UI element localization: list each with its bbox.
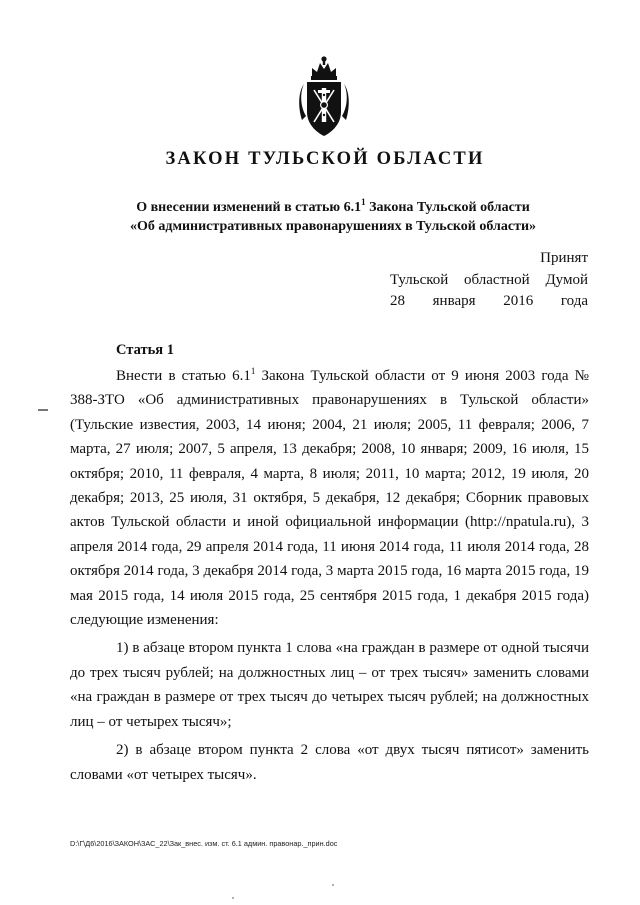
tula-coat-of-arms-icon — [298, 54, 350, 140]
adopted-by: Тульской областной Думой — [390, 272, 588, 288]
footer-file-path: D:\Г\Д6\2016\ЗАКОН\ЗАС_22\Зак_внес. изм. ст. 6.1 админ. правонар._прин.doc — [70, 839, 338, 848]
article-item-2: 2) в абзаце втором пункта 2 слова «от двух тысяч пятисот» заменить словами «от четырех тысяч». — [70, 742, 589, 783]
law-subject-line-2: «Об административных правонарушениях в Тульской области» — [129, 219, 537, 234]
article-intro-paragraph: Внести в статью $6.1^1$ Закона Тульской области от 9 июня 2003 года № 388-ЗТО «Об административных правонарушениях в Тульской области» (Тульские известия, 2003, 14 июня; 2004, 21 июля; 2005, 11 февраля; 2006, 7 марта, 27 июля; 2007, 5 апреля, 13 декабря; 2008, 10 января; 2009, 16 июля, 15 октября; 2010, 11 февраля, 4 марта, 8 июля; 2011, 10 марта; 2012, 19 июля, 20 декабря; 2013, 25 июля, 31 октября, 5 декабря, 12 декабря; Сборник правовых актов Тульской области и иной официальной информации (http://npatula.ru), 3 апреля 2014 года, 29 апреля 2014 года, 11 июня 2014 года, 11 июля 2014 года, 28 октября 2014 года, 3 декабря 2014 года, 3 марта 2015 года, 16 марта 2015 года, 19 мая 2015 года, 14 июля 2015 года, 25 сентября 2015 года, 1 декабря 2015 года) следующие изменения: — [70, 366, 589, 629]
adopted-date: 28 января 2016 года — [390, 293, 588, 309]
article-body — [70, 364, 589, 787]
adopted-label: Принят — [540, 250, 588, 266]
margin-mark — [38, 409, 48, 411]
scan-dot — [332, 884, 334, 886]
law-subject — [0, 198, 640, 236]
scan-dot — [232, 897, 234, 899]
article-item-1: 1) в абзаце втором пункта 1 слова «на граждан в размере от одной тысячи до трех тысяч рублей; на должностных лиц – от трех тысяч» заменить словами «на граждан в размере от трех тысяч до четырех тысяч рублей; на должностных лиц – от четырех тысяч»; — [70, 640, 589, 730]
law-subject-line-1: О внесении изменений в статью $6.1^1$ Закона Тульской области — [136, 197, 530, 215]
law-title: ЗАКОН ТУЛЬСКОЙ ОБЛАСТИ — [165, 149, 485, 169]
article-heading: Статья 1 — [116, 342, 174, 358]
